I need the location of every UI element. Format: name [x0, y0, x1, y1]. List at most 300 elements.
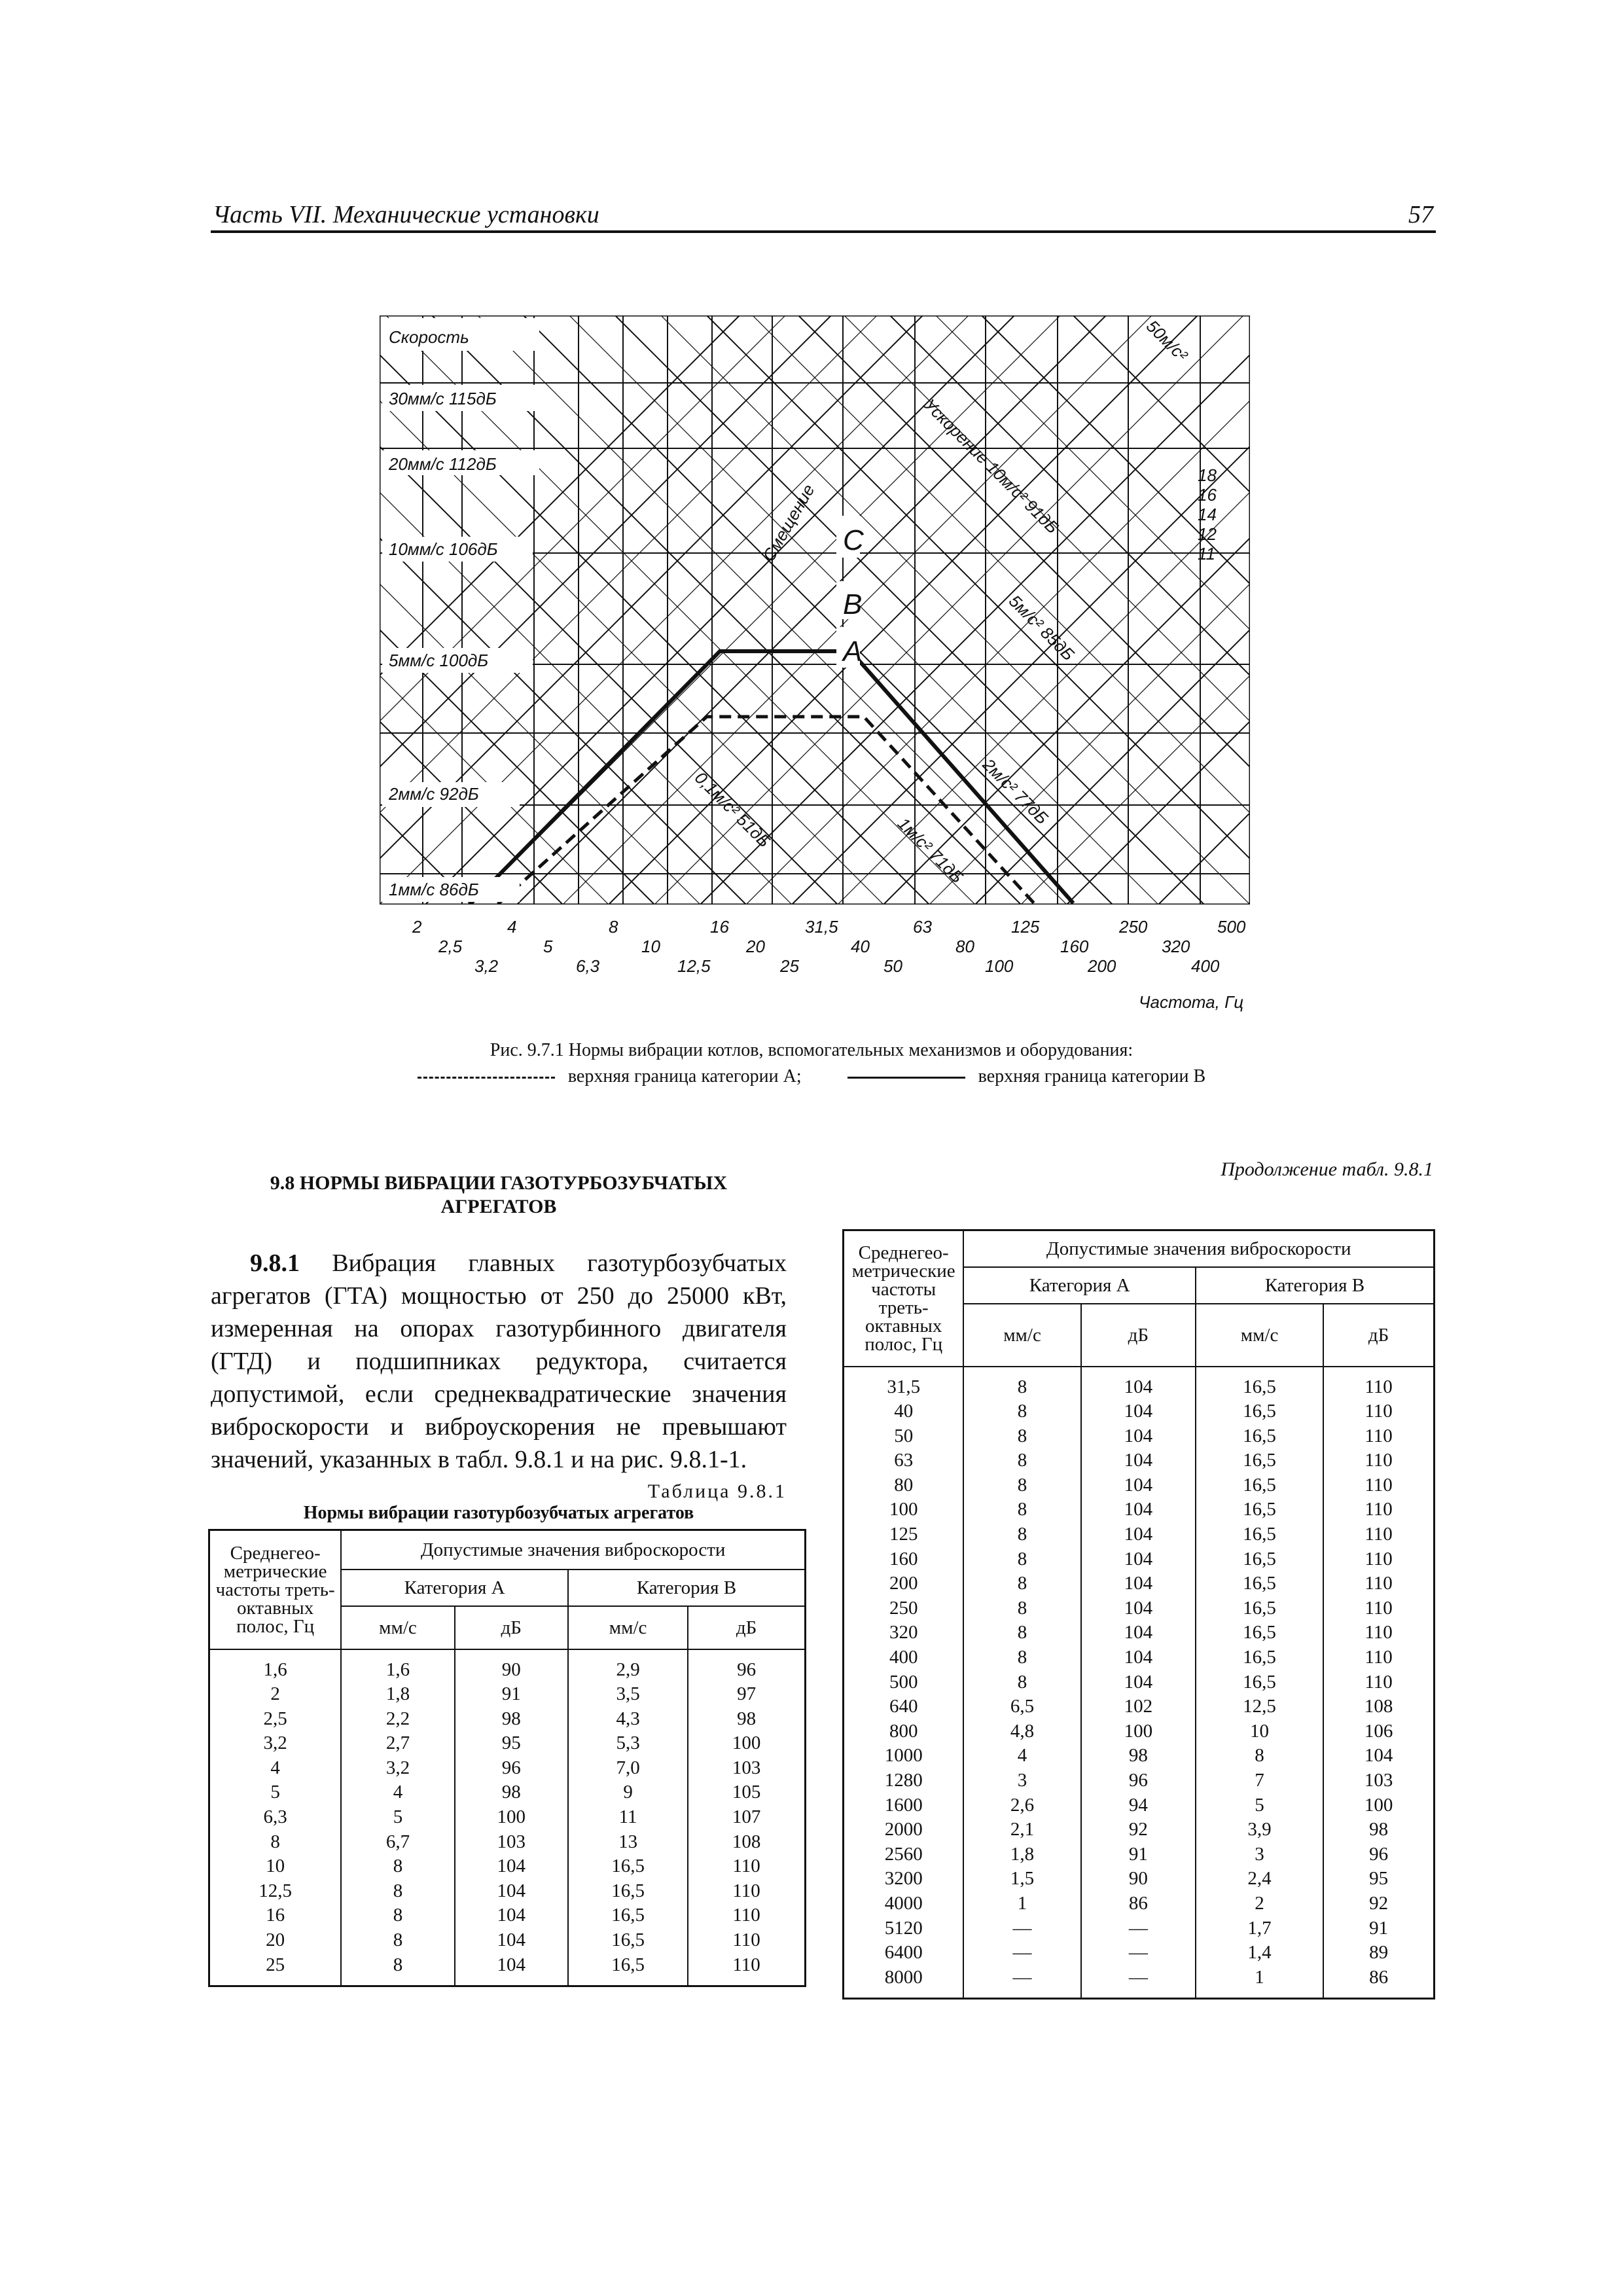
header-category-a: Категория А [963, 1267, 1196, 1304]
table-cell: 12,5 [209, 1879, 342, 1904]
table-cell: 8 [341, 1854, 454, 1879]
table-cell: 91 [455, 1682, 568, 1707]
table-cell: 4,3 [568, 1707, 688, 1732]
svg-text:2: 2 [412, 917, 422, 937]
table-cell: 13 [568, 1830, 688, 1855]
svg-text:C: C [843, 524, 864, 556]
table-cell: 110 [1323, 1448, 1434, 1473]
table-cell: 16,5 [568, 1854, 688, 1879]
svg-text:200: 200 [1088, 956, 1116, 976]
table-row [844, 1941, 1435, 1965]
table-row [844, 1719, 1435, 1744]
header-allowed-values: Допустимые значения виброскорости [963, 1230, 1434, 1267]
table-cell: 31,5 [844, 1367, 964, 1400]
table-cell: 110 [688, 1854, 805, 1879]
header-category-a: Категория А [341, 1570, 568, 1606]
table-cell: 16,5 [1196, 1367, 1323, 1400]
svg-text:0,1м/с² 51дБ: 0,1м/с² 51дБ [690, 768, 775, 852]
table-cell: 110 [1323, 1399, 1434, 1424]
vibration-table-part1 [208, 1529, 806, 1987]
table-cell: 4,8 [963, 1719, 1080, 1744]
table-row [209, 1731, 806, 1756]
table-cell: 10 [1196, 1719, 1323, 1744]
table-cell: 3,2 [341, 1756, 454, 1781]
table-cell: 8 [341, 1928, 454, 1953]
table-cell: 8 [963, 1367, 1080, 1400]
table-cell: 96 [455, 1756, 568, 1781]
table-cell: 1,4 [1196, 1941, 1323, 1965]
svg-text:20мм/с 112дБ: 20мм/с 112дБ [389, 454, 497, 474]
table-cell: 104 [1081, 1399, 1196, 1424]
table-cell: 16,5 [1196, 1621, 1323, 1645]
header-category-b: Категория В [1196, 1267, 1435, 1304]
header-unit-mms: мм/с [568, 1606, 688, 1649]
table-cell: 4 [209, 1756, 342, 1781]
table-cell: 110 [1323, 1367, 1434, 1400]
table-row [844, 1621, 1435, 1645]
table-cell: 98 [455, 1707, 568, 1732]
table-cell: 110 [688, 1879, 805, 1904]
table-cell: 3200 [844, 1867, 964, 1892]
table-row [844, 1916, 1435, 1941]
table-row [844, 1793, 1435, 1818]
svg-text:5: 5 [543, 937, 553, 956]
table-cell: 104 [1081, 1596, 1196, 1621]
svg-text:2,5: 2,5 [438, 937, 463, 956]
table-cell: 16,5 [1196, 1498, 1323, 1522]
table-row [844, 1367, 1435, 1400]
table-cell: 16 [209, 1903, 342, 1928]
figure-caption [366, 1037, 1257, 1090]
header-unit-db: дБ [1081, 1304, 1196, 1367]
svg-text:250: 250 [1119, 917, 1148, 937]
svg-text:160: 160 [1060, 937, 1089, 956]
table-cell: 16,5 [568, 1879, 688, 1904]
table-row [844, 1768, 1435, 1793]
table-cell: 110 [1323, 1645, 1434, 1670]
svg-text:B: B [843, 588, 863, 620]
table-row [209, 1928, 806, 1953]
table-cell: 100 [455, 1805, 568, 1830]
table-cell: 86 [1081, 1892, 1196, 1916]
table-cell: 104 [1081, 1473, 1196, 1498]
header-frequency: Среднегео-метрические частоты треть-октавных полос, Гц [209, 1530, 342, 1649]
table-cell: 8 [209, 1830, 342, 1855]
table-cell: 16,5 [1196, 1645, 1323, 1670]
svg-text:16: 16 [1198, 485, 1217, 505]
table-cell: 110 [1323, 1522, 1434, 1547]
table-cell: 103 [688, 1756, 805, 1781]
table-cell: 200 [844, 1571, 964, 1596]
legend-solid-label: верхняя граница категории В [978, 1066, 1206, 1086]
table-cell: 5 [209, 1780, 342, 1805]
table-cell: 5,3 [568, 1731, 688, 1756]
table-row [844, 1498, 1435, 1522]
table-cell: 16,5 [1196, 1473, 1323, 1498]
table-label: Таблица 9.8.1 [647, 1480, 787, 1502]
svg-text:4: 4 [507, 917, 517, 937]
table-row [209, 1805, 806, 1830]
svg-text:1м/с² 71дБ: 1м/с² 71дБ [893, 814, 967, 888]
svg-text:125: 125 [1011, 917, 1040, 937]
table-cell: 16,5 [1196, 1571, 1323, 1596]
svg-text:18: 18 [1198, 465, 1217, 485]
table-cell: 8 [963, 1399, 1080, 1424]
table-cell: 92 [1081, 1818, 1196, 1842]
svg-text:320: 320 [1162, 937, 1190, 956]
table-cell: 90 [455, 1649, 568, 1683]
table-cell: 16,5 [1196, 1448, 1323, 1473]
table-row [209, 1682, 806, 1707]
table-row [844, 1596, 1435, 1621]
table-body [209, 1649, 806, 1986]
table-cell: 96 [688, 1649, 805, 1683]
table-cell: 104 [1081, 1424, 1196, 1449]
table-cell: 96 [1323, 1842, 1434, 1867]
svg-text:80: 80 [955, 937, 974, 956]
table-cell: — [963, 1941, 1080, 1965]
svg-text:A: A [843, 636, 863, 668]
table-row [844, 1867, 1435, 1892]
header-unit-db: дБ [1323, 1304, 1434, 1367]
table-cell: 104 [1081, 1547, 1196, 1572]
table-cell: 110 [1323, 1621, 1434, 1645]
table-row [844, 1892, 1435, 1916]
table-cell: 104 [1081, 1670, 1196, 1695]
header-unit-db: дБ [688, 1606, 805, 1649]
table-cell: 1,7 [1196, 1916, 1323, 1941]
svg-text:50: 50 [883, 956, 902, 976]
table-cell: 110 [1323, 1473, 1434, 1498]
table-cell: — [1081, 1916, 1196, 1941]
table-cell: — [1081, 1965, 1196, 1999]
table-cell: 2,6 [963, 1793, 1080, 1818]
svg-text:12: 12 [1198, 524, 1217, 544]
table-cell: 96 [1081, 1768, 1196, 1793]
table-cell: 3,2 [209, 1731, 342, 1756]
svg-text:16: 16 [710, 917, 729, 937]
vibration-norms-nomogram [380, 308, 1257, 1028]
table-cell: 110 [688, 1903, 805, 1928]
svg-text:5мм/с 100дБ: 5мм/с 100дБ [389, 651, 489, 670]
table-cell: 3,5 [568, 1682, 688, 1707]
table-cell: 104 [455, 1928, 568, 1953]
table-cell: 7 [1196, 1768, 1323, 1793]
table-cell: 110 [1323, 1670, 1434, 1695]
table-cell: 91 [1323, 1916, 1434, 1941]
svg-text:10мм/с 106дБ: 10мм/с 106дБ [389, 539, 498, 559]
table-cell: 100 [844, 1498, 964, 1522]
table-cell: 8 [963, 1498, 1080, 1522]
table-cell: 110 [1323, 1596, 1434, 1621]
table-row [209, 1854, 806, 1879]
caption-legend [366, 1064, 1257, 1090]
svg-text:100: 100 [985, 956, 1014, 976]
table-title: Нормы вибрации газотурбозубчатых агрегатов [303, 1503, 694, 1523]
table-cell: 6400 [844, 1941, 964, 1965]
table-cell: 104 [455, 1953, 568, 1986]
svg-text:40: 40 [851, 937, 870, 956]
table-cell: 89 [1323, 1941, 1434, 1965]
table-cell: 95 [1323, 1867, 1434, 1892]
table-cell: 6,7 [341, 1830, 454, 1855]
svg-text:50м/с²: 50м/с² [1142, 316, 1192, 365]
table-cell: 110 [1323, 1424, 1434, 1449]
table-cell: 16,5 [1196, 1596, 1323, 1621]
header-rule [211, 230, 1436, 233]
dashed-line-swatch [418, 1077, 555, 1079]
table-cell: 104 [1081, 1498, 1196, 1522]
svg-text:6,3: 6,3 [576, 956, 600, 976]
table-cell: 104 [1323, 1744, 1434, 1768]
section-title: 9.8 НОРМЫ ВИБРАЦИИ ГАЗОТУРБОЗУБЧАТЫХ АГРЕГАТОВ [270, 1172, 728, 1217]
vibration-table-part2 [842, 1229, 1435, 2000]
table-row [844, 1818, 1435, 1842]
table-cell: 98 [1323, 1818, 1434, 1842]
svg-text:20: 20 [746, 937, 765, 956]
table-cell: 3,9 [1196, 1818, 1323, 1842]
table-cell: 12,5 [1196, 1695, 1323, 1719]
table-cell: 125 [844, 1522, 964, 1547]
table-cell: 16,5 [1196, 1399, 1323, 1424]
svg-text:31,5: 31,5 [805, 917, 838, 937]
table-cell: 1,5 [963, 1867, 1080, 1892]
svg-text:3,2: 3,2 [474, 956, 499, 976]
table-cell: 640 [844, 1695, 964, 1719]
table-cell: 16,5 [568, 1903, 688, 1928]
svg-text:2мм/с 92дБ: 2мм/с 92дБ [389, 784, 479, 804]
table-row [844, 1424, 1435, 1449]
table-cell: 2,9 [568, 1649, 688, 1683]
table-cell: 8 [963, 1670, 1080, 1695]
table-cell: 1280 [844, 1768, 964, 1793]
svg-text:63: 63 [913, 917, 932, 937]
table-cell: 8 [963, 1621, 1080, 1645]
svg-text:1мм/с 86дБ: 1мм/с 86дБ [389, 880, 479, 899]
legend-dashed-label: верхняя граница категории А; [567, 1066, 802, 1086]
table-cell: 1,8 [341, 1682, 454, 1707]
table-cell: 8 [341, 1953, 454, 1986]
table-cell: 16,5 [568, 1953, 688, 1986]
table-cell: 103 [1323, 1768, 1434, 1793]
table-cell: 98 [1081, 1744, 1196, 1768]
table-cell: 50 [844, 1424, 964, 1449]
svg-text:8: 8 [609, 917, 618, 937]
table-cell: 8 [963, 1424, 1080, 1449]
table-cell: 5 [341, 1805, 454, 1830]
table-cell: 110 [1323, 1547, 1434, 1572]
table-cell: 80 [844, 1473, 964, 1498]
header-unit-mms: мм/с [1196, 1304, 1323, 1367]
table-cell: 16,5 [568, 1928, 688, 1953]
table-cell: 110 [688, 1928, 805, 1953]
table-cell: 100 [1323, 1793, 1434, 1818]
table-cell: 1,6 [341, 1649, 454, 1683]
table-cell: 3 [1196, 1842, 1323, 1867]
table-row [209, 1756, 806, 1781]
table-row [209, 1707, 806, 1732]
svg-text:30мм/с 115дБ: 30мм/с 115дБ [389, 389, 497, 408]
paragraph-text: Вибрация главных газотурбозубчатых агрегатов (ГТА) мощностью от 250 до 25000 кВт, измеренная на опорах газотурбинного двигателя (ГТД) и подшипниках редуктора, считается допустимой, если среднеквадратические значения виброскорости и виброускорения не превышают значений, указанных в табл. 9.8.1 и на рис. 9.8.1-1. [211, 1249, 787, 1473]
table-cell: 108 [688, 1830, 805, 1855]
table-cell: — [963, 1965, 1080, 1999]
table-row [844, 1670, 1435, 1695]
table-cell: 2,1 [963, 1818, 1080, 1842]
svg-text:Ускорение 10м/с² 91дБ: Ускорение 10м/с² 91дБ [919, 395, 1063, 537]
page-number: 57 [1408, 201, 1433, 228]
svg-text:500: 500 [1217, 917, 1246, 937]
table-cell: 106 [1323, 1719, 1434, 1744]
table-cell: 104 [455, 1903, 568, 1928]
table-row [209, 1903, 806, 1928]
table-cell: 8 [963, 1448, 1080, 1473]
table-cell: 8 [963, 1596, 1080, 1621]
table-cell: 110 [1323, 1571, 1434, 1596]
header-frequency: Среднегео-метрические частоты треть-октавных полос, Гц [844, 1230, 964, 1367]
table-row [844, 1842, 1435, 1867]
table-cell: 8 [1196, 1744, 1323, 1768]
svg-text:12,5: 12,5 [677, 956, 711, 976]
table-cell: 320 [844, 1621, 964, 1645]
table-cell: 800 [844, 1719, 964, 1744]
table-cell: — [963, 1916, 1080, 1941]
table-cell: 104 [455, 1854, 568, 1879]
table-cell: 103 [455, 1830, 568, 1855]
table-cell: 4 [341, 1780, 454, 1805]
table-row [209, 1649, 806, 1683]
table-cell: 500 [844, 1670, 964, 1695]
table-cell: 104 [1081, 1571, 1196, 1596]
table-cell: 104 [1081, 1621, 1196, 1645]
paragraph-9-8-1 [211, 1247, 787, 1476]
table-cell: 63 [844, 1448, 964, 1473]
table-cell: 8 [963, 1473, 1080, 1498]
table-cell: 1,8 [963, 1842, 1080, 1867]
table-cell: 160 [844, 1547, 964, 1572]
table-cell: 105 [688, 1780, 805, 1805]
table-cell: 250 [844, 1596, 964, 1621]
table-cell: 1000 [844, 1744, 964, 1768]
table-cell: 94 [1081, 1793, 1196, 1818]
table-cell: 20 [209, 1928, 342, 1953]
table-cell: 1 [963, 1892, 1080, 1916]
table-cell: 90 [1081, 1867, 1196, 1892]
continuation-note: Продолжение табл. 9.8.1 [1221, 1158, 1433, 1180]
table-cell: 1,6 [209, 1649, 342, 1683]
table-cell: 92 [1323, 1892, 1434, 1916]
table-row [209, 1830, 806, 1855]
table-cell: 6,5 [963, 1695, 1080, 1719]
table-cell: 91 [1081, 1842, 1196, 1867]
header-unit-db: дБ [455, 1606, 568, 1649]
table-cell: 8 [341, 1903, 454, 1928]
svg-text:5м/с² 85дБ: 5м/с² 85дБ [1005, 591, 1079, 665]
table-row [844, 1965, 1435, 1999]
table-cell: 25 [209, 1953, 342, 1986]
svg-text:11: 11 [1198, 544, 1215, 564]
table-cell: 2,5 [209, 1707, 342, 1732]
header-unit-mms: мм/с [963, 1304, 1080, 1367]
table-cell: 8 [963, 1571, 1080, 1596]
running-title: Часть VII. Механические установки [213, 201, 599, 228]
table-row [209, 1780, 806, 1805]
table-row [844, 1547, 1435, 1572]
table-cell: 2000 [844, 1818, 964, 1842]
table-cell: 104 [1081, 1367, 1196, 1400]
table-body [844, 1367, 1435, 1999]
table-cell: 104 [1081, 1522, 1196, 1547]
table-cell: 16,5 [1196, 1522, 1323, 1547]
table-cell: 110 [1323, 1498, 1434, 1522]
table-cell: — [1081, 1941, 1196, 1965]
svg-text:Частота, Гц: Частота, Гц [1139, 992, 1244, 1012]
table-cell: 107 [688, 1805, 805, 1830]
caption-line1: Рис. 9.7.1 Нормы вибрации котлов, вспомогательных механизмов и оборудования: [490, 1040, 1133, 1060]
table-cell: 4000 [844, 1892, 964, 1916]
svg-text:14: 14 [1198, 505, 1217, 524]
table-cell: 100 [1081, 1719, 1196, 1744]
table-cell: 2560 [844, 1842, 964, 1867]
table-row [844, 1473, 1435, 1498]
table-cell: 3 [963, 1768, 1080, 1793]
table-cell: 16,5 [1196, 1424, 1323, 1449]
table-cell: 1600 [844, 1793, 964, 1818]
table-cell: 8000 [844, 1965, 964, 1999]
table-cell: 16,5 [1196, 1670, 1323, 1695]
table-cell: 102 [1081, 1695, 1196, 1719]
table-cell: 110 [688, 1953, 805, 1986]
table-cell: 8 [963, 1547, 1080, 1572]
table-row [209, 1953, 806, 1986]
header-allowed-values: Допустимые значения виброскорости [341, 1530, 805, 1570]
table-cell: 100 [688, 1731, 805, 1756]
table-cell: 8 [963, 1522, 1080, 1547]
svg-text:400: 400 [1191, 956, 1220, 976]
table-cell: 8 [963, 1645, 1080, 1670]
table-row [844, 1645, 1435, 1670]
table-cell: 5 [1196, 1793, 1323, 1818]
table-row [844, 1399, 1435, 1424]
table-row [844, 1522, 1435, 1547]
table-cell: 6,3 [209, 1805, 342, 1830]
table-cell: 2,7 [341, 1731, 454, 1756]
table-cell: 5120 [844, 1916, 964, 1941]
table-cell: 95 [455, 1731, 568, 1756]
table-cell: 10 [209, 1854, 342, 1879]
table-cell: 98 [455, 1780, 568, 1805]
paragraph-number: 9.8.1 [250, 1249, 300, 1277]
svg-text:10: 10 [641, 937, 660, 956]
table-cell: 9 [568, 1780, 688, 1805]
table-cell: 400 [844, 1645, 964, 1670]
table-cell: 16,5 [1196, 1547, 1323, 1572]
table-row [844, 1744, 1435, 1768]
table-cell: 98 [688, 1707, 805, 1732]
table-cell: 2,4 [1196, 1867, 1323, 1892]
svg-text:25: 25 [780, 956, 799, 976]
header-unit-mms: мм/с [341, 1606, 454, 1649]
table-cell: 11 [568, 1805, 688, 1830]
table-cell: 7,0 [568, 1756, 688, 1781]
svg-text:Скорость: Скорость [389, 327, 469, 347]
table-cell: 104 [1081, 1448, 1196, 1473]
table-cell: 2 [1196, 1892, 1323, 1916]
table-row [844, 1571, 1435, 1596]
table-cell: 97 [688, 1682, 805, 1707]
table-cell: 86 [1323, 1965, 1434, 1999]
svg-text:Смещение: Смещение [758, 480, 819, 565]
table-cell: 108 [1323, 1695, 1434, 1719]
